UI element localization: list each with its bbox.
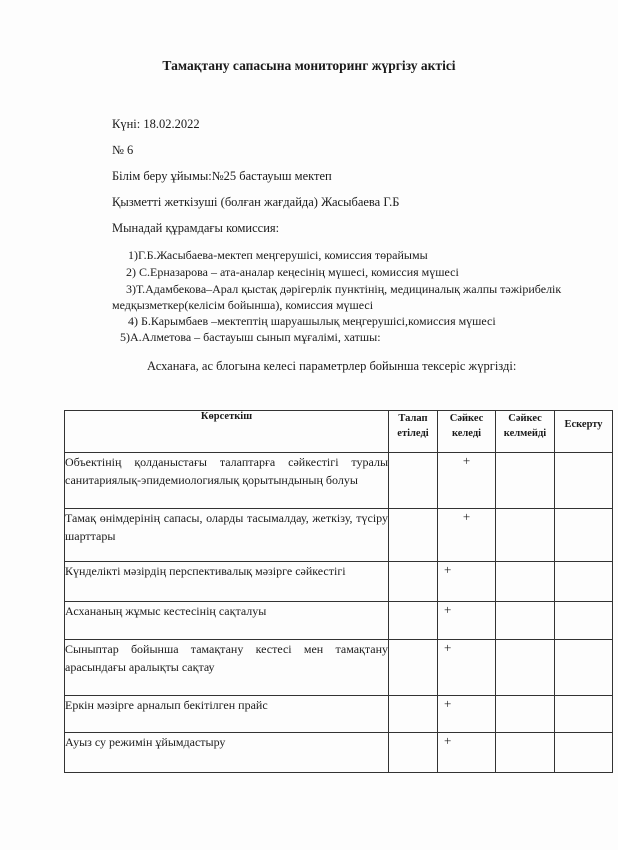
required-cell	[389, 640, 438, 696]
noncompliant-cell	[496, 562, 555, 602]
note-cell	[555, 696, 613, 733]
compliant-cell: +	[438, 562, 496, 602]
header-compliant: Сәйкес келеді	[438, 411, 496, 453]
required-cell	[389, 602, 438, 640]
commission-member: медқызметкер(келісім бойынша), комиссия мүшесі	[112, 298, 374, 312]
noncompliant-cell	[496, 696, 555, 733]
compliant-cell: +	[438, 733, 496, 773]
number-line: № 6	[112, 143, 134, 157]
required-cell	[389, 696, 438, 733]
indicator-cell: Сыныптар бойынша тамақтану кестесі мен тамақтану арасындағы аралықты сақтау	[65, 640, 389, 696]
table-row	[65, 453, 613, 509]
table-row	[65, 509, 613, 562]
note-cell	[555, 733, 613, 773]
compliant-cell: +	[438, 640, 496, 696]
table-row	[65, 733, 613, 773]
indicator-cell: Еркін мәзірге арналып бекітілген прайс	[65, 696, 389, 733]
indicator-cell: Асхананың жұмыс кестесінің сақталуы	[65, 602, 389, 640]
monitoring-table	[64, 410, 613, 773]
header-required: Талап етіледі	[389, 411, 438, 453]
commission-member: 3)Т.Адамбекова–Арал қыстақ дәрігерлік пунктінің, медициналық жалпы тәжірибелік	[126, 282, 562, 296]
note-cell	[555, 640, 613, 696]
indicator-cell: Тамақ өнімдерінің сапасы, оларды тасымалдау, жеткізу, түсіру шарттары	[65, 509, 389, 562]
table-header-row	[65, 411, 613, 453]
required-cell	[389, 733, 438, 773]
date-line: Күні: 18.02.2022	[112, 117, 200, 131]
header-note: Ескерту	[555, 411, 613, 453]
organization-line: Білім беру ұйымы:№25 бастауыш мектеп	[112, 169, 332, 183]
commission-member: 5)А.Алметова – бастауыш сынып мұғалімі, хатшы:	[120, 330, 381, 344]
compliant-cell: +	[438, 453, 496, 509]
document-title: Тамақтану сапасына мониторинг жүргізу актісі	[162, 58, 456, 73]
compliant-cell: +	[438, 696, 496, 733]
indicator-cell: Ауыз су режимін ұйымдастыру	[65, 733, 389, 773]
required-cell	[389, 509, 438, 562]
noncompliant-cell	[496, 453, 555, 509]
commission-member: 1)Г.Б.Жасыбаева-мектеп меңгерушісі, комиссия төрайымы	[128, 248, 428, 262]
note-cell	[555, 453, 613, 509]
compliant-cell: +	[438, 509, 496, 562]
commission-member: 4) Б.Карымбаев –мектептің шаруашылық меңгерушісі,комиссия мүшесі	[128, 314, 496, 328]
compliant-cell: +	[438, 602, 496, 640]
note-cell	[555, 602, 613, 640]
note-cell	[555, 509, 613, 562]
note-cell	[555, 562, 613, 602]
commission-member: 2) С.Ерназарова – ата-аналар кеңесінің мүшесі, комиссия мүшесі	[126, 265, 459, 279]
table-row	[65, 602, 613, 640]
table-row	[65, 562, 613, 602]
indicator-cell: Объектінің қолданыстағы талаптарға сәйкестігі туралы санитариялық-эпидемиологиялық қорытындының болуы	[65, 453, 389, 509]
table-row	[65, 640, 613, 696]
inspection-line: Асханаға, ас блогына келесі параметрлер бойынша тексеріс жүргізді:	[147, 359, 517, 373]
required-cell	[389, 453, 438, 509]
noncompliant-cell	[496, 640, 555, 696]
header-noncompliant: Сәйкес келмейді	[496, 411, 555, 453]
required-cell	[389, 562, 438, 602]
table-row	[65, 696, 613, 733]
noncompliant-cell	[496, 733, 555, 773]
indicator-cell: Күнделікті мәзірдің перспективалық мәзірге сәйкестігі	[65, 562, 389, 602]
noncompliant-cell	[496, 509, 555, 562]
supplier-line: Қызметті жеткізуші (болған жағдайда) Жасыбаева Г.Б	[112, 195, 400, 209]
commission-intro: Мынадай құрамдағы комиссия:	[112, 221, 280, 235]
header-indicator: Көрсеткіш	[65, 411, 389, 453]
noncompliant-cell	[496, 602, 555, 640]
